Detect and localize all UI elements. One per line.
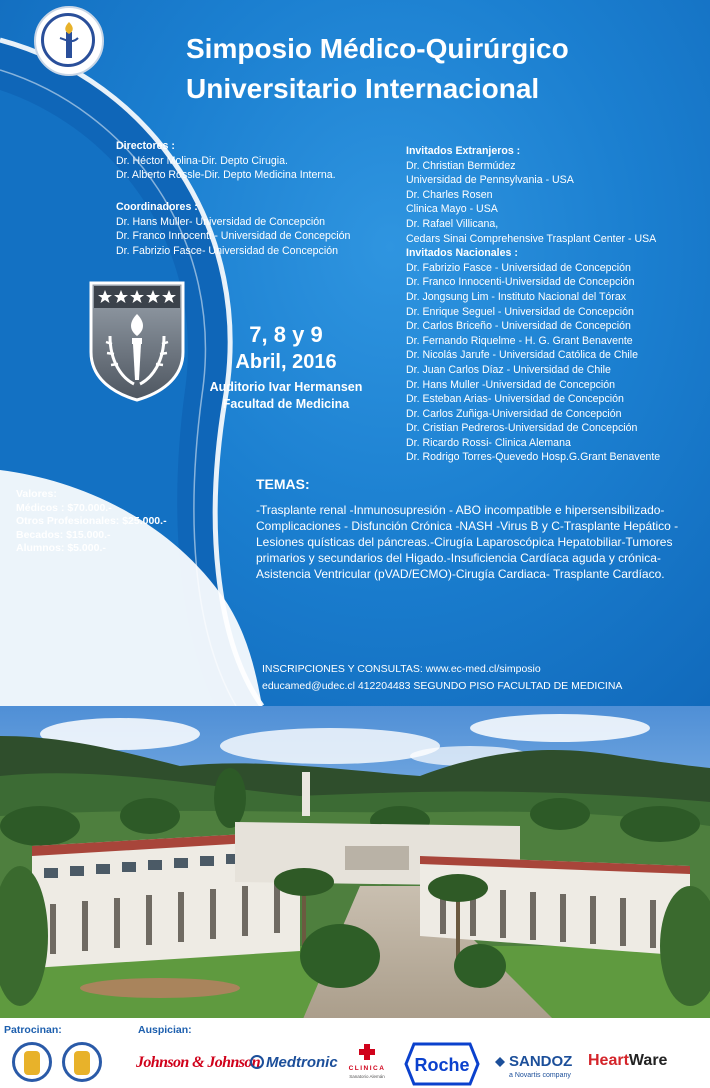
national-guest-item: Dr. Ricardo Rossi- Clinica Alemana bbox=[406, 436, 571, 449]
foreign-guest-item: Dr. Charles Rosen bbox=[406, 188, 493, 201]
roche-logo bbox=[404, 1042, 480, 1086]
title-line-2: Universitario Internacional bbox=[186, 73, 540, 104]
patron-seal-icon bbox=[12, 1042, 52, 1082]
coordinators-heading: Coordinadores : bbox=[116, 201, 198, 213]
national-guest-item: Dr. Carlos Briceño - Universidad de Concepción bbox=[406, 320, 631, 333]
director-item: Dr. Alberto Rossle-Dir. Depto Medicina Interna. bbox=[116, 169, 336, 182]
coordinator-item: Dr. Franco Innocenti - Universidad de Concepción bbox=[116, 230, 351, 243]
roche-label: Roche bbox=[414, 1055, 470, 1075]
foreign-guest-item: Dr. Christian Bermúdez bbox=[406, 159, 516, 172]
fee-item: Alumnos: $5.000.- bbox=[16, 542, 106, 554]
national-guest-item: Dr. Cristian Pedreros-Universidad de Concepción bbox=[406, 422, 638, 435]
topics-heading: TEMAS: bbox=[256, 476, 310, 492]
national-guest-item: Dr. Fernando Riquelme - H. G. Grant Benavente bbox=[406, 334, 633, 347]
campus-photo bbox=[0, 706, 710, 1024]
coordinators-block bbox=[116, 200, 350, 258]
university-seal-small-icon bbox=[62, 1042, 102, 1082]
medtronic-label: Medtronic bbox=[266, 1054, 338, 1071]
clinica-alemana-logo bbox=[342, 1044, 392, 1080]
event-venue-line-2: Facultad de Medicina bbox=[222, 397, 350, 411]
coordinator-item: Dr. Fabrizio Fasce- Universidad de Concepción bbox=[116, 244, 338, 257]
sponsors-bar bbox=[0, 1018, 710, 1088]
johnson-johnson-logo: Johnson & Johnson bbox=[136, 1054, 261, 1071]
national-guest-item: Dr. Franco Innocenti-Universidad de Concepción bbox=[406, 276, 635, 289]
title-line-1: Simposio Médico-Quirúrgico bbox=[186, 33, 569, 64]
contact-block bbox=[262, 661, 622, 695]
medtronic-icon bbox=[250, 1055, 264, 1069]
supporters-label: Auspician: bbox=[138, 1024, 192, 1036]
topics-block bbox=[256, 476, 696, 582]
national-guest-item: Dr. Nicolás Jarufe - Universidad Católica de Chile bbox=[406, 349, 638, 362]
heartware-label-ware: Ware bbox=[628, 1052, 668, 1069]
directors-heading: Directores : bbox=[116, 140, 175, 152]
director-item: Dr. Héctor Molina-Dir. Depto Cirugia. bbox=[116, 154, 288, 167]
national-guest-item: Dr. Carlos Zuñiga-Universidad de Concepción bbox=[406, 407, 622, 420]
contact-line-2[interactable]: educamed@udec.cl 412204483 SEGUNDO PISO FACULTAD DE MEDICINA bbox=[262, 680, 623, 692]
foreign-guests-heading: Invitados Extranjeros : bbox=[406, 145, 521, 157]
sandoz-label: SANDOZ bbox=[509, 1053, 573, 1070]
university-seal-icon bbox=[34, 6, 104, 76]
event-venue-line-1: Auditorio Ivar Hermansen bbox=[209, 380, 363, 394]
national-guest-item: Dr. Rodrigo Torres-Quevedo Hosp.G.Grant Benavente bbox=[406, 451, 661, 464]
foreign-guest-item: Clinica Mayo - USA bbox=[406, 203, 498, 216]
fees-heading: Valores: bbox=[16, 488, 57, 500]
guests-block bbox=[406, 144, 660, 465]
fee-item: Becados: $15.000.- bbox=[16, 528, 111, 541]
sandoz-logo bbox=[493, 1046, 579, 1082]
heartware-logo bbox=[588, 1052, 667, 1070]
fees-block bbox=[16, 488, 167, 556]
patrons-label: Patrocinan: bbox=[4, 1024, 62, 1036]
sandoz-sub-label: a Novartis company bbox=[509, 1072, 571, 1079]
national-guest-item: Dr. Juan Carlos Díaz - Universidad de Chile bbox=[406, 363, 611, 376]
event-days: 7, 8 y 9 bbox=[249, 322, 323, 347]
clinica-sub-label: Sanatorio Alemán bbox=[349, 1074, 385, 1079]
national-guest-item: Dr. Fabrizio Fasce - Universidad de Concepción bbox=[406, 261, 631, 274]
medtronic-logo bbox=[250, 1054, 338, 1071]
national-guest-item: Dr. Enrique Seguel - Universidad de Concepción bbox=[406, 305, 634, 318]
national-guest-item: Dr. Hans Muller -Universidad de Concepción bbox=[406, 378, 616, 391]
coordinator-item: Dr. Hans Muller- Universidad de Concepción bbox=[116, 215, 326, 228]
contact-line-1[interactable]: INSCRIPCIONES Y CONSULTAS: www.ec-med.cl/simposio bbox=[262, 663, 541, 675]
clinica-label: CLINICA bbox=[348, 1065, 386, 1072]
national-guest-item: Dr. Esteban Arias- Universidad de Concepción bbox=[406, 393, 624, 406]
national-guest-item: Dr. Jongsung Lim - Instituto Nacional del Tórax bbox=[406, 290, 627, 303]
directors-block bbox=[116, 139, 336, 183]
foreign-guest-item: Cedars Sinai Comprehensive Trasplant Center - USA bbox=[406, 232, 657, 245]
event-month-year: Abril, 2016 bbox=[235, 351, 337, 373]
university-shield-icon bbox=[88, 280, 186, 402]
fee-item: Otros Profesionales: $25.000.- bbox=[16, 515, 167, 527]
topics-text: -Trasplante renal -Inmunosupresión - ABO incompatible e hipersensibilizado-Complicaciones - Disfunción Crónica -NASH -Virus B y C-Trasplante Hepático - Lesiones quísticas del páncreas.-Cirugía Laparoscópica Hepatobiliar-Tumores primarios y secundarios del Higado.-Insuficiencia Cardíaca aguda y crónica-Asistencia Ventricular (pVAD/ECMO)-Cirugía Cardiaca- Trasplante Cardíaco. bbox=[256, 503, 679, 581]
foreign-guest-item: Dr. Rafael Villicana, bbox=[406, 217, 499, 230]
foreign-guest-item: Universidad de Pennsylvania - USA bbox=[406, 174, 574, 187]
fee-item: Médicos : $70.000.- bbox=[16, 501, 112, 514]
heartware-label-heart: Heart bbox=[588, 1052, 629, 1069]
national-guests-heading: Invitados Nacionales : bbox=[406, 247, 518, 260]
